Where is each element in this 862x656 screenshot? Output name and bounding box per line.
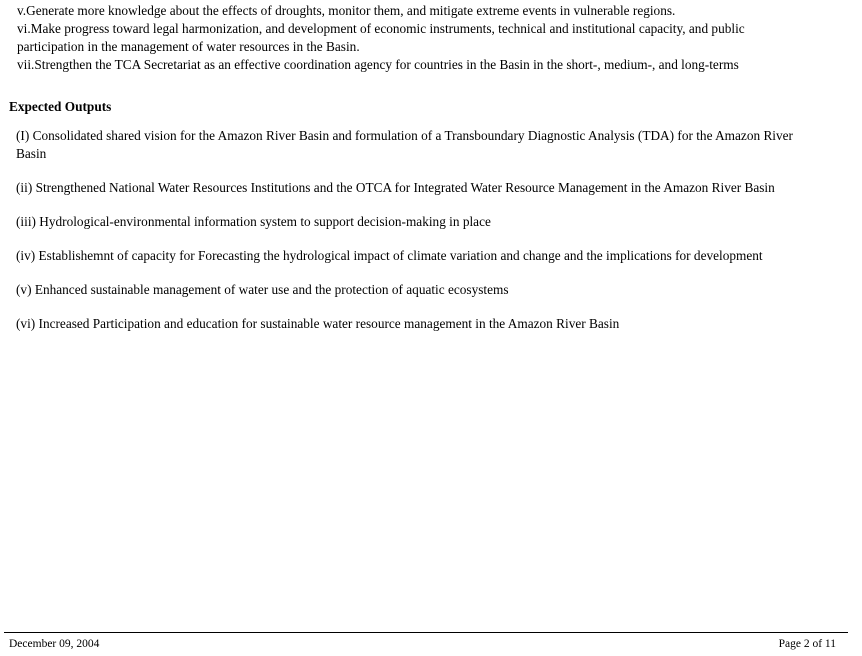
footer-divider: [4, 632, 848, 633]
expected-outputs-list: [16, 127, 806, 349]
objective-item: v.Generate more knowledge about the effects of droughts, monitor them, and mitigate extreme events in vulnerable regions.: [17, 3, 676, 18]
output-item: (v) Enhanced sustainable management of water use and the protection of aquatic ecosystems: [16, 282, 509, 297]
output-item: (I) Consolidated shared vision for the Amazon River Basin and formulation of a Transboundary Diagnostic Analysis (TDA) for the Amazon River Basin: [16, 128, 793, 161]
output-item: (vi) Increased Participation and education for sustainable water resource management in the Amazon River Basin: [16, 316, 620, 331]
expected-outputs-heading: Expected Outputs: [9, 99, 112, 114]
objective-item: vi.Make progress toward legal harmonization, and development of economic instruments, technical and institutional capacity, and public participation in the management of water resources in the Basin.: [17, 21, 745, 54]
objective-item: vii.Strengthen the TCA Secretariat as an effective coordination agency for countries in the Basin in the short-, medium-, and long-terms: [17, 57, 739, 72]
output-item: (iv) Establishemnt of capacity for Forecasting the hydrological impact of climate variation and change and the implications for development: [16, 248, 763, 263]
objectives-list: [17, 2, 797, 74]
footer-page-number: Page 2 of 11: [778, 638, 836, 650]
output-item: (ii) Strengthened National Water Resources Institutions and the OTCA for Integrated Water Resource Management in the Amazon River Basin: [16, 180, 775, 195]
footer-date: December 09, 2004: [9, 638, 100, 650]
output-item: (iii) Hydrological-environmental information system to support decision-making in place: [16, 214, 491, 229]
